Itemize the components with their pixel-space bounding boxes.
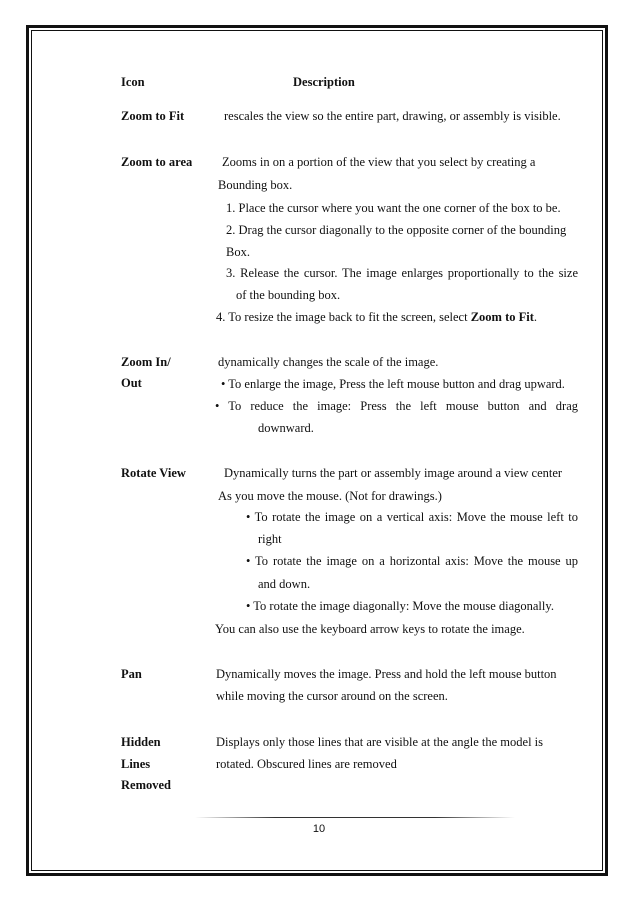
desc-rotate-line: and down. — [258, 577, 311, 591]
term-hidden-lines-removed: Removed — [121, 778, 171, 792]
footer-rule — [195, 817, 515, 818]
term-zoom-to-fit: Zoom to Fit — [121, 109, 185, 123]
desc-rotate-line: right — [258, 532, 282, 546]
desc-zoom-inout-line: dynamically changes the scale of the image. — [218, 355, 439, 369]
desc-zoom-area-line: 2. Drag the cursor diagonally to the opposite corner of the bounding — [226, 223, 567, 237]
desc-zoom-area-line: of the bounding box. — [236, 288, 341, 302]
desc-rotate-line: Dynamically turns the part or assembly image around a view center — [224, 466, 563, 480]
desc-zoom-area-line: 1. Place the cursor where you want the one corner of the box to be. — [226, 201, 561, 215]
desc-hidden-line: Displays only those lines that are visible at the angle the model is — [216, 735, 544, 749]
page-number: 10 — [312, 823, 326, 835]
term-zoom-in-out: Zoom In/ — [121, 355, 171, 369]
desc-zoom-area-line: Box. — [226, 245, 250, 259]
term-hidden-lines-removed: Lines — [121, 757, 151, 771]
header-icon: Icon — [121, 75, 145, 89]
desc-rotate-line: You can also use the keyboard arrow keys to rotate the image. — [215, 622, 525, 636]
desc-rotate-line: As you move the mouse. (Not for drawings.) — [218, 489, 442, 503]
term-zoom-to-area: Zoom to area — [121, 155, 193, 169]
desc-zoom-inout-line: • To enlarge the image, Press the left mouse button and drag upward. — [221, 377, 565, 391]
desc-pan-line: while moving the cursor around on the screen. — [216, 689, 448, 703]
desc-rotate-line: • To rotate the image diagonally: Move the mouse diagonally. — [246, 599, 554, 613]
desc-zoom-inout-line: • To reduce the image: Press the left mouse button and drag — [215, 399, 578, 413]
term-rotate-view: Rotate View — [121, 466, 186, 480]
desc-zoom-area-line: 3. Release the cursor. The image enlarges proportionally to the size — [226, 266, 578, 280]
desc-pan-line: Dynamically moves the image. Press and hold the left mouse button — [216, 667, 557, 681]
desc-zoom-area-line: Bounding box. — [218, 178, 293, 192]
inline-zoom-to-fit: Zoom to Fit — [470, 310, 534, 324]
desc-zoom-area-line: Zooms in on a portion of the view that you select by creating a — [222, 155, 536, 169]
desc-zoom-inout-line: downward. — [258, 421, 314, 435]
header-description: Description — [293, 75, 355, 89]
desc-rotate-line: • To rotate the image on a horizontal axis: Move the mouse up — [246, 554, 578, 568]
term-hidden-lines-removed: Hidden — [121, 735, 161, 749]
term-zoom-in-out: Out — [121, 376, 142, 390]
term-pan: Pan — [121, 667, 142, 681]
desc-zoom-to-fit: rescales the view so the entire part, drawing, or assembly is visible. — [224, 109, 561, 123]
desc-zoom-area-line: 4. To resize the image back to fit the screen, select Zoom to Fit. — [216, 310, 538, 324]
desc-hidden-line: rotated. Obscured lines are removed — [216, 757, 397, 771]
desc-rotate-line: • To rotate the image on a vertical axis: Move the mouse left to — [246, 510, 578, 524]
